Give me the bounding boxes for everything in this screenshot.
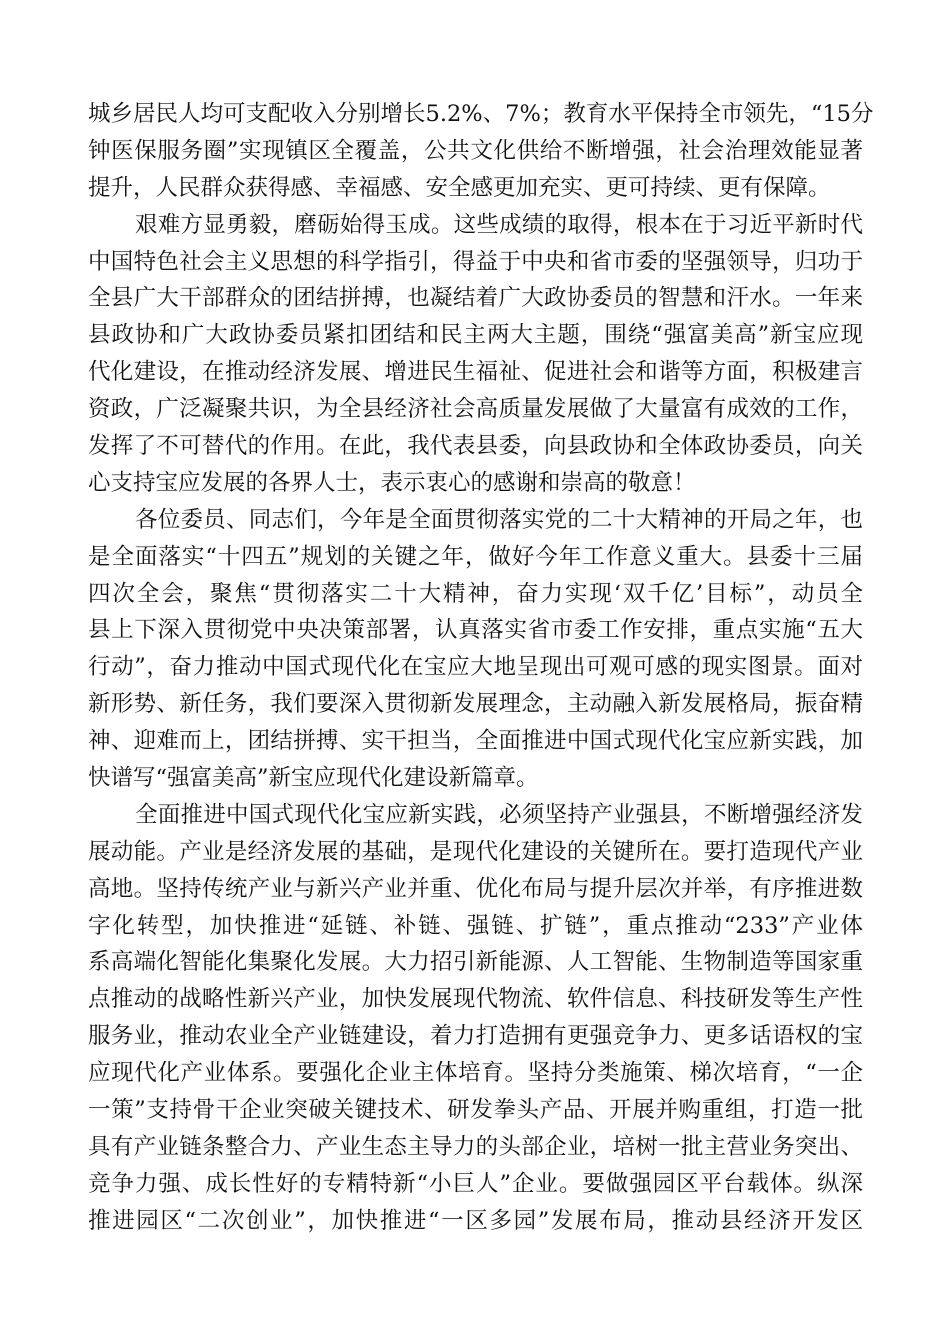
text-line: 全县广大干部群众的团结拼搏，也凝结着广大政协委员的智慧和汗水。一年来	[88, 285, 863, 312]
text-line: 新形势、新任务，我们要深入贯彻新发展理念，主动融入新发展格局，振奋精	[88, 691, 863, 718]
text-line: 展动能。产业是经济发展的基础，是现代化建设的关键所在。要打造现代产业	[88, 838, 863, 865]
text-line: 推进园区“二次创业”，加快推进“一区多园”发展布局，推动县经济开发区	[88, 1207, 863, 1234]
text-line: 发挥了不可替代的作用。在此，我代表县委，向县政协和全体政协委员，向关	[88, 433, 863, 460]
document-page	[88, 96, 874, 1240]
paragraph	[88, 797, 863, 1240]
text-line: 快谱写“强富美高”新宝应现代化建设新篇章。	[88, 765, 539, 792]
text-line: 城乡居民人均可支配收入分别增长5.2%、7%；教育水平保持全市领先，“15分	[88, 101, 874, 127]
paragraph	[88, 502, 863, 797]
text-line: 字化转型，加快推进“延链、补链、强链、扩链”，重点推动“233”产业体	[88, 912, 863, 939]
paragraph	[88, 96, 874, 207]
text-line: 代化建设，在推动经济发展、增进民生福祉、促进社会和谐等方面，积极建言	[88, 359, 863, 386]
text-line: 应现代化产业体系。要强化企业主体培育。坚持分类施策、梯次培育，“一企	[88, 1060, 863, 1087]
text-line: 全面推进中国式现代化宝应新实践，必须坚持产业强县，不断增强经济发	[135, 801, 863, 828]
text-line: 县政协和广大政协委员紧扣团结和民主两大主题，围绕“强富美高”新宝应现	[88, 322, 863, 349]
text-line: 系高端化智能化集聚化发展。大力招引新能源、人工智能、生物制造等国家重	[88, 949, 863, 976]
text-line: 行动”，奋力推动中国式现代化在宝应大地呈现出可观可感的现实图景。面对	[88, 654, 863, 681]
text-line: 高地。坚持传统产业与新兴产业并重、优化布局与提升层次并举，有序推进数	[88, 875, 863, 902]
text-line: 点推动的战略性新兴产业，加快发展现代物流、软件信息、科技研发等生产性	[88, 986, 863, 1013]
text-line: 四次全会，聚焦“贯彻落实二十大精神，奋力实现‘双千亿’目标”，动员全	[88, 580, 863, 607]
paragraph	[88, 207, 863, 502]
text-line: 钟医保服务圈”实现镇区全覆盖，公共文化供给不断增强，社会治理效能显著	[88, 137, 863, 164]
text-line: 资政，广泛凝聚共识，为全县经济社会高质量发展做了大量富有成效的工作，	[88, 396, 863, 423]
text-line: 县上下深入贯彻党中央决策部署，认真落实省市委工作安排，重点实施“五大	[88, 617, 863, 644]
text-line: 是全面落实“十四五”规划的关键之年，做好今年工作意义重大。县委十三届	[88, 543, 863, 570]
text-line: 竞争力强、成长性好的专精特新“小巨人”企业。要做强园区平台载体。纵深	[88, 1170, 863, 1197]
text-line: 服务业，推动农业全产业链建设，着力打造拥有更强竞争力、更多话语权的宝	[88, 1023, 863, 1050]
text-line: 提升，人民群众获得感、幸福感、安全感更加充实、更可持续、更有保障。	[88, 174, 831, 201]
text-line: 一策”支持骨干企业突破关键技术、研发拳头产品、开展并购重组，打造一批	[88, 1097, 863, 1124]
text-line: 中国特色社会主义思想的科学指引，得益于中央和省市委的坚强领导，归功于	[88, 248, 863, 275]
text-line: 心支持宝应发展的各界人士，表示衷心的感谢和崇高的敬意！	[88, 469, 696, 496]
text-line: 各位委员、同志们，今年是全面贯彻落实党的二十大精神的开局之年，也	[135, 506, 863, 533]
text-line: 具有产业链条整合力、产业生态主导力的头部企业，培树一批主营业务突出、	[88, 1133, 863, 1160]
text-line: 艰难方显勇毅，磨砺始得玉成。这些成绩的取得，根本在于习近平新时代	[135, 211, 863, 238]
text-line: 神、迎难而上，团结拼搏、实干担当，全面推进中国式现代化宝应新实践，加	[88, 728, 863, 755]
